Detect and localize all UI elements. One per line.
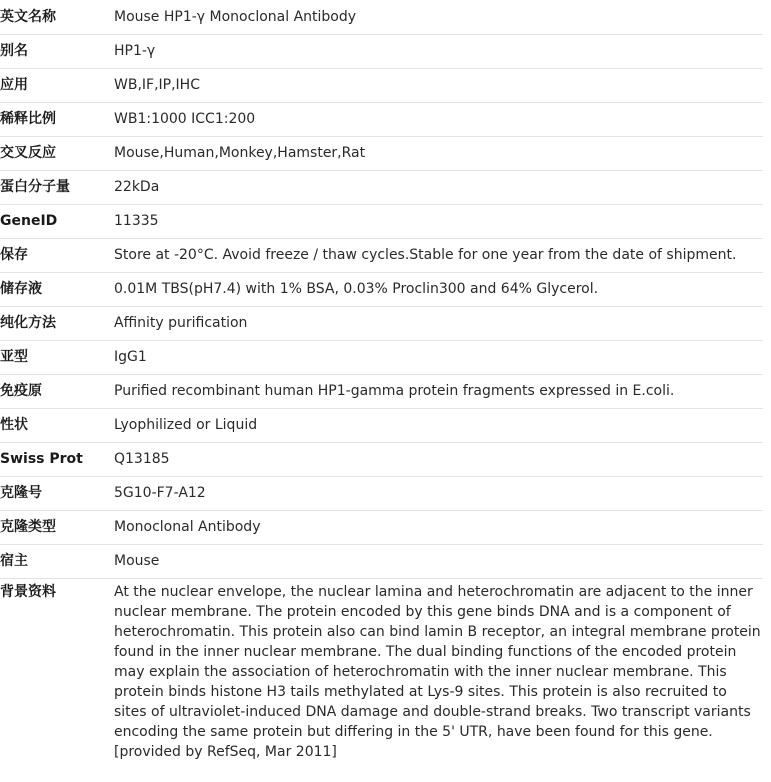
row-value: 11335 bbox=[114, 213, 159, 229]
row-value: Mouse bbox=[114, 553, 160, 569]
row-immunogen bbox=[0, 374, 763, 408]
row-label: 英文名称 bbox=[0, 8, 56, 25]
row-value: Purified recombinant human HP1-gamma protein fragments expressed in E.coli. bbox=[114, 383, 675, 399]
row-label: 交叉反应 bbox=[0, 145, 56, 161]
row-value: 0.01M TBS(pH7.4) with 1% BSA, 0.03% Proclin300 and 64% Glycerol. bbox=[114, 281, 599, 297]
row-label: 蛋白分子量 bbox=[0, 179, 70, 195]
row-isotype bbox=[0, 340, 763, 374]
row-value: IgG1 bbox=[114, 349, 147, 365]
row-value: 22kDa bbox=[114, 179, 160, 195]
row-value: Affinity purification bbox=[114, 315, 248, 331]
row-label: 免疫原 bbox=[0, 383, 42, 399]
row-value: Monoclonal Antibody bbox=[114, 519, 261, 535]
row-label: 克隆类型 bbox=[0, 519, 56, 535]
row-value: HP1-γ bbox=[114, 43, 156, 59]
row-label: 别名 bbox=[0, 43, 28, 59]
row-label: 性状 bbox=[0, 417, 28, 433]
row-application bbox=[0, 68, 763, 102]
row-value: At the nuclear envelope, the nuclear lamina and heterochromatin are adjacent to the inner nuclear membrane. The protein encoded by this gene binds DNA and is a component of heterochromatin. This protein also can bind lamin B receptor, an integral membrane protein found in the inner nuclear membrane. The dual binding functions of the encoded protein may explain the association of heterochromatin with the inner nuclear membrane. This protein binds histone H3 tails methylated at Lys-9 sites. This protein is also recruited to sites of ultraviolet-induced DNA damage and double-strand breaks. Two transcript variants encoding the same protein but differing in the 5' UTR, have been found for this gene.[provided by RefSeq, Mar 2011] bbox=[114, 583, 761, 760]
row-cross-reactivity bbox=[0, 136, 763, 170]
row-label: 保存 bbox=[0, 247, 28, 263]
row-label: 储存液 bbox=[0, 281, 42, 297]
row-swiss-prot bbox=[0, 442, 763, 476]
row-value: Mouse HP1-γ Monoclonal Antibody bbox=[114, 8, 357, 25]
row-storage bbox=[0, 238, 763, 272]
row-molecular-weight bbox=[0, 170, 763, 204]
row-label: Swiss Prot bbox=[0, 451, 83, 467]
row-english-name bbox=[0, 0, 763, 34]
row-purification bbox=[0, 306, 763, 340]
row-label: 宿主 bbox=[0, 553, 28, 569]
row-alias bbox=[0, 34, 763, 68]
row-value: Store at -20°C. Avoid freeze / thaw cycles.Stable for one year from the date of shipment. bbox=[114, 247, 737, 263]
row-label: 稀释比例 bbox=[0, 111, 56, 127]
row-host bbox=[0, 544, 763, 578]
row-label: 亚型 bbox=[0, 349, 28, 365]
row-label: GeneID bbox=[0, 213, 58, 229]
row-background bbox=[0, 578, 763, 766]
row-gene-id bbox=[0, 204, 763, 238]
row-value: Q13185 bbox=[114, 451, 170, 467]
row-clonality bbox=[0, 510, 763, 544]
row-label: 应用 bbox=[0, 77, 28, 93]
row-label: 克隆号 bbox=[0, 485, 42, 501]
row-value: WB,IF,IP,IHC bbox=[114, 77, 200, 93]
row-form bbox=[0, 408, 763, 442]
row-clone-number bbox=[0, 476, 763, 510]
row-value: WB1:1000 ICC1:200 bbox=[114, 111, 256, 127]
row-label: 纯化方法 bbox=[0, 315, 56, 331]
row-storage-buffer bbox=[0, 272, 763, 306]
row-label: 背景资料 bbox=[0, 583, 56, 600]
row-value: Mouse,Human,Monkey,Hamster,Rat bbox=[114, 145, 366, 161]
row-value: 5G10-F7-A12 bbox=[114, 485, 206, 501]
row-value: Lyophilized or Liquid bbox=[114, 417, 258, 433]
row-dilution bbox=[0, 102, 763, 136]
